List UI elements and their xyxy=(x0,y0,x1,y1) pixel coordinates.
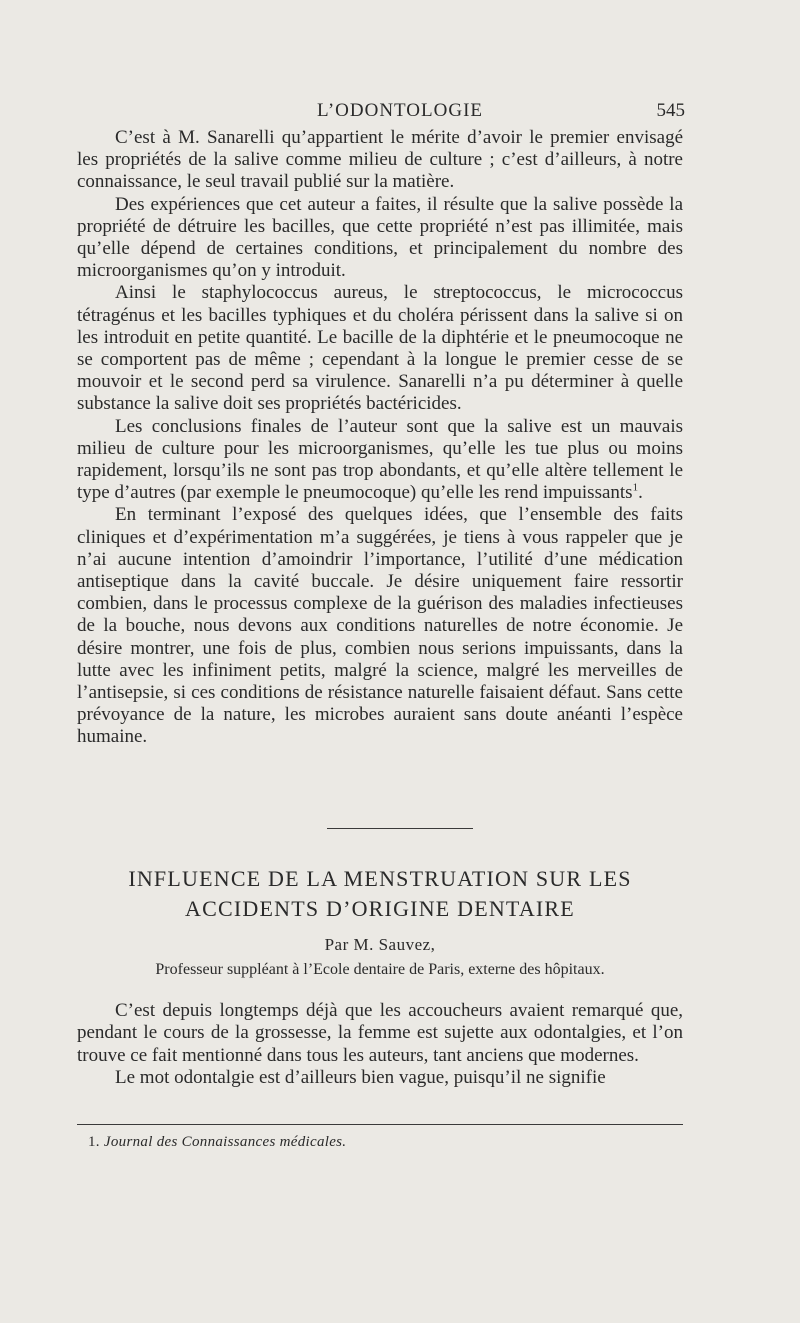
article-title xyxy=(77,864,683,924)
body-text xyxy=(77,127,683,749)
article-title-line-2: ACCIDENTS D’ORIGINE DENTAIRE xyxy=(185,896,575,921)
intro-paragraph-2: Le mot odontalgie est d’ailleurs bien vague, puisqu’il ne signifie xyxy=(115,1067,606,1089)
footnote-reference: 1 xyxy=(632,481,639,494)
article-title-line-1: INFLUENCE DE LA MENSTRUATION SUR LES xyxy=(128,866,632,891)
footnote-rule xyxy=(77,1124,683,1125)
running-title: L’ODONTOLOGIE xyxy=(316,100,484,121)
intro-paragraph-1: C’est depuis longtemps déjà que les accoucheurs avaient remarqué que, pendant le cours de la grossesse, la femme est sujette aux odontalgies, et l’on trouve ce fait mentionné dans tous les auteurs, tant anciens que modernes. xyxy=(77,1000,683,1066)
author-affiliation: Professeur suppléant à l’Ecole dentaire de Paris, externe des hôpitaux. xyxy=(155,961,605,978)
paragraph-4 xyxy=(77,416,683,505)
paragraph-3: Ainsi le staphylococcus aureus, le streptococcus, le micrococcus tétragénus et les bacilles typhiques et du choléra périssent dans la salive si on les introduit en petite quantité. Le bacille de la diphtérie et le pneumocoque ne se comportent pas de même ; cependant à la longue le premier cesse de se mouvoir et le second perd sa virulence. Sanarelli n’a pu déterminer à quelle substance la salive doit ses propriétés bactéricides. xyxy=(77,282,683,415)
footnote-number: 1. xyxy=(88,1134,100,1150)
running-head xyxy=(0,100,800,130)
page-number: 545 xyxy=(656,100,685,121)
byline: Par M. Sauvez, xyxy=(324,935,436,954)
section-divider xyxy=(327,828,473,829)
footnote xyxy=(88,1134,683,1151)
paragraph-5: En terminant l’exposé des quelques idées, que l’ensemble des faits cliniques et d’expérimentation m’a suggérées, je tiens à vous rappeler que je n’ai aucune intention d’amoindrir l’importance, l’utilité d’une médication antiseptique dans la cavité buccale. Je désire uniquement faire ressortir combien, dans le processus complexe de la guérison des maladies infectieuses de la bouche, nous devons aux conditions naturelles de notre économie. Je désire montrer, une fois de plus, combien nous serions impuissants, dans la lutte avec les infiniment petits, malgré la science, malgré les merveilles de l’antisepsie, si ces conditions de résistance naturelle faisaient défaut. Sans cette prévoyance de la nature, les microbes auraient sans doute anéanti l’espèce humaine. xyxy=(77,504,683,748)
paragraph-2: Des expériences que cet auteur a faites, il résulte que la salive possède la propriété de détruire les bacilles, que cette propriété n’est pas illimitée, mais qu’elle dépend de certaines conditions, et principalement du nombre des microorganismes qu’on y introduit. xyxy=(77,193,683,282)
paragraph-1: C’est à M. Sanarelli qu’appartient le mérite d’avoir le premier envisagé les propriétés de la salive comme milieu de culture ; c’est d’ailleurs, à notre connaissance, le seul travail publié sur la matière. xyxy=(77,127,683,193)
paragraph-4-end: . xyxy=(638,482,643,504)
paragraph-4-text: Les conclusions finales de l’auteur sont que la salive est un mauvais milieu de culture pour les microorganismes, qu’elle les tue plus ou moins rapidement, lorsqu’ils ne sont pas trop abondants, et qu’elle altère tellement le type d’autres (par exemple le pneumocoque) qu’elle les rend impuissants xyxy=(77,415,683,504)
footnote-text: Journal des Connaissances médicales. xyxy=(103,1134,347,1150)
article-intro xyxy=(77,1000,683,1090)
